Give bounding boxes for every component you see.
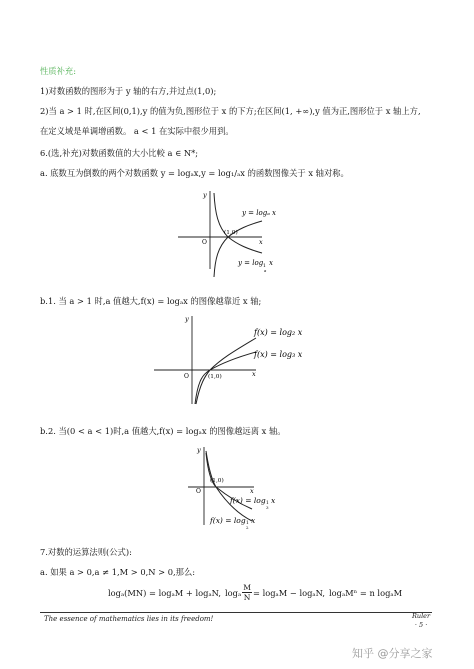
formula-quotient-rule: = logₐM − logₐN, [252,587,325,598]
item-6: 6.(选,补充)对数函数值的大小比較 a ∈ N*; [40,148,199,158]
formula-power-rule: logₐMⁿ = n logₐM [328,587,403,598]
curve-log-1-2 [206,451,252,521]
footer-divider [40,612,432,613]
point-label: (1,0) [210,478,224,484]
curve-label-bottom-subsub: a [264,268,267,273]
point-label: (1,0) [224,230,238,236]
property-2: 2)当 a > 1 时,在区间(0,1),y 的值为负,图形位于 x 的下方;在区间(1, +∞),y 值为正,图形位于 x 轴上方, [40,106,421,116]
curve-label-log-1-3: f(x) = log [230,496,266,505]
y-axis-label: y [197,446,201,454]
section-title: 性质补充: [40,66,76,76]
figure-bases-between-zero-and-one [186,443,296,533]
point-label: (1,0) [208,374,222,380]
footer-motto: The essence of mathematics lies in its freedom! [44,615,214,623]
curve-label-log-1-3-x: x [271,496,276,505]
curve-log-a [214,221,262,277]
x-axis-label: x [252,370,256,378]
item-a: a. 底数互为倒数的两个对数函数 y = logₐx,y = log₁/ₐx 的函数图像关于 x 轴对称。 [40,168,349,178]
property-3: 在定义域是单调增函数。 a < 1 在实际中很少用到。 [40,126,234,136]
origin-label: O [196,488,201,495]
x-axis-label: x [259,238,263,246]
figure-reciprocal-bases [170,185,300,280]
curve-label-log-1-2-x: x [251,516,256,525]
watermark: 知乎 @分享之家 [352,647,433,660]
curve-label-log-1-3-sub: 1 [266,501,269,506]
x-axis-label: x [250,487,254,495]
curve-label-bottom-sub: 1 [263,264,266,269]
curve-label-bottom-x: x [269,259,273,267]
origin-label: O [202,239,207,246]
curve-label-log-1-2-sub: 1 [246,521,249,526]
formula-fraction [242,583,252,602]
item-b2: b.2. 当(0 < a < 1)时,a 值越大,f(x) = logₐx 的图像越远离 x 轴。 [40,426,286,436]
y-axis-label: y [185,315,189,323]
formula-product-rule: logₐ(MN) = logₐM + logₐN, [108,587,222,598]
formula-quotient-log: logₐ [225,587,242,598]
item-7: 7.对数的运算法则(公式): [40,547,132,557]
curve-label-bottom: y = log [238,259,264,267]
curve-label-log-3: f(x) = log₃ x [254,350,303,359]
footer-author: Ruler [412,612,431,620]
y-axis-label: y [203,191,207,199]
curve-log-3 [196,352,256,404]
property-1: 1)对数函数的图形为于 y 轴的右方,并过点(1,0); [40,86,217,96]
curve-label-log-1-2: f(x) = log [210,516,246,525]
footer-page-number: · 5 · [414,621,428,629]
log-rules-formula [108,583,402,602]
curve-label-log-2: f(x) = log₂ x [254,328,303,337]
curve-label-log-1-2-subsub: 2 [246,525,249,530]
item-7a: a. 如果 a > 0,a ≠ 1,M > 0,N > 0,那么: [40,567,196,577]
item-b1: b.1. 当 a > 1 时,a 值越大,f(x) = logₐx 的图像越靠近 x 轴; [40,296,262,306]
fraction-numerator: M [243,583,251,592]
origin-label: O [184,373,189,380]
figure-bases-greater-than-one [150,312,320,407]
footer-author-page [412,612,430,630]
curve-label-top: y = logₐ x [242,209,277,217]
curve-log-2 [195,338,256,404]
curve-label-log-1-3-subsub: 3 [266,505,269,510]
fraction-denominator: N [243,593,251,602]
